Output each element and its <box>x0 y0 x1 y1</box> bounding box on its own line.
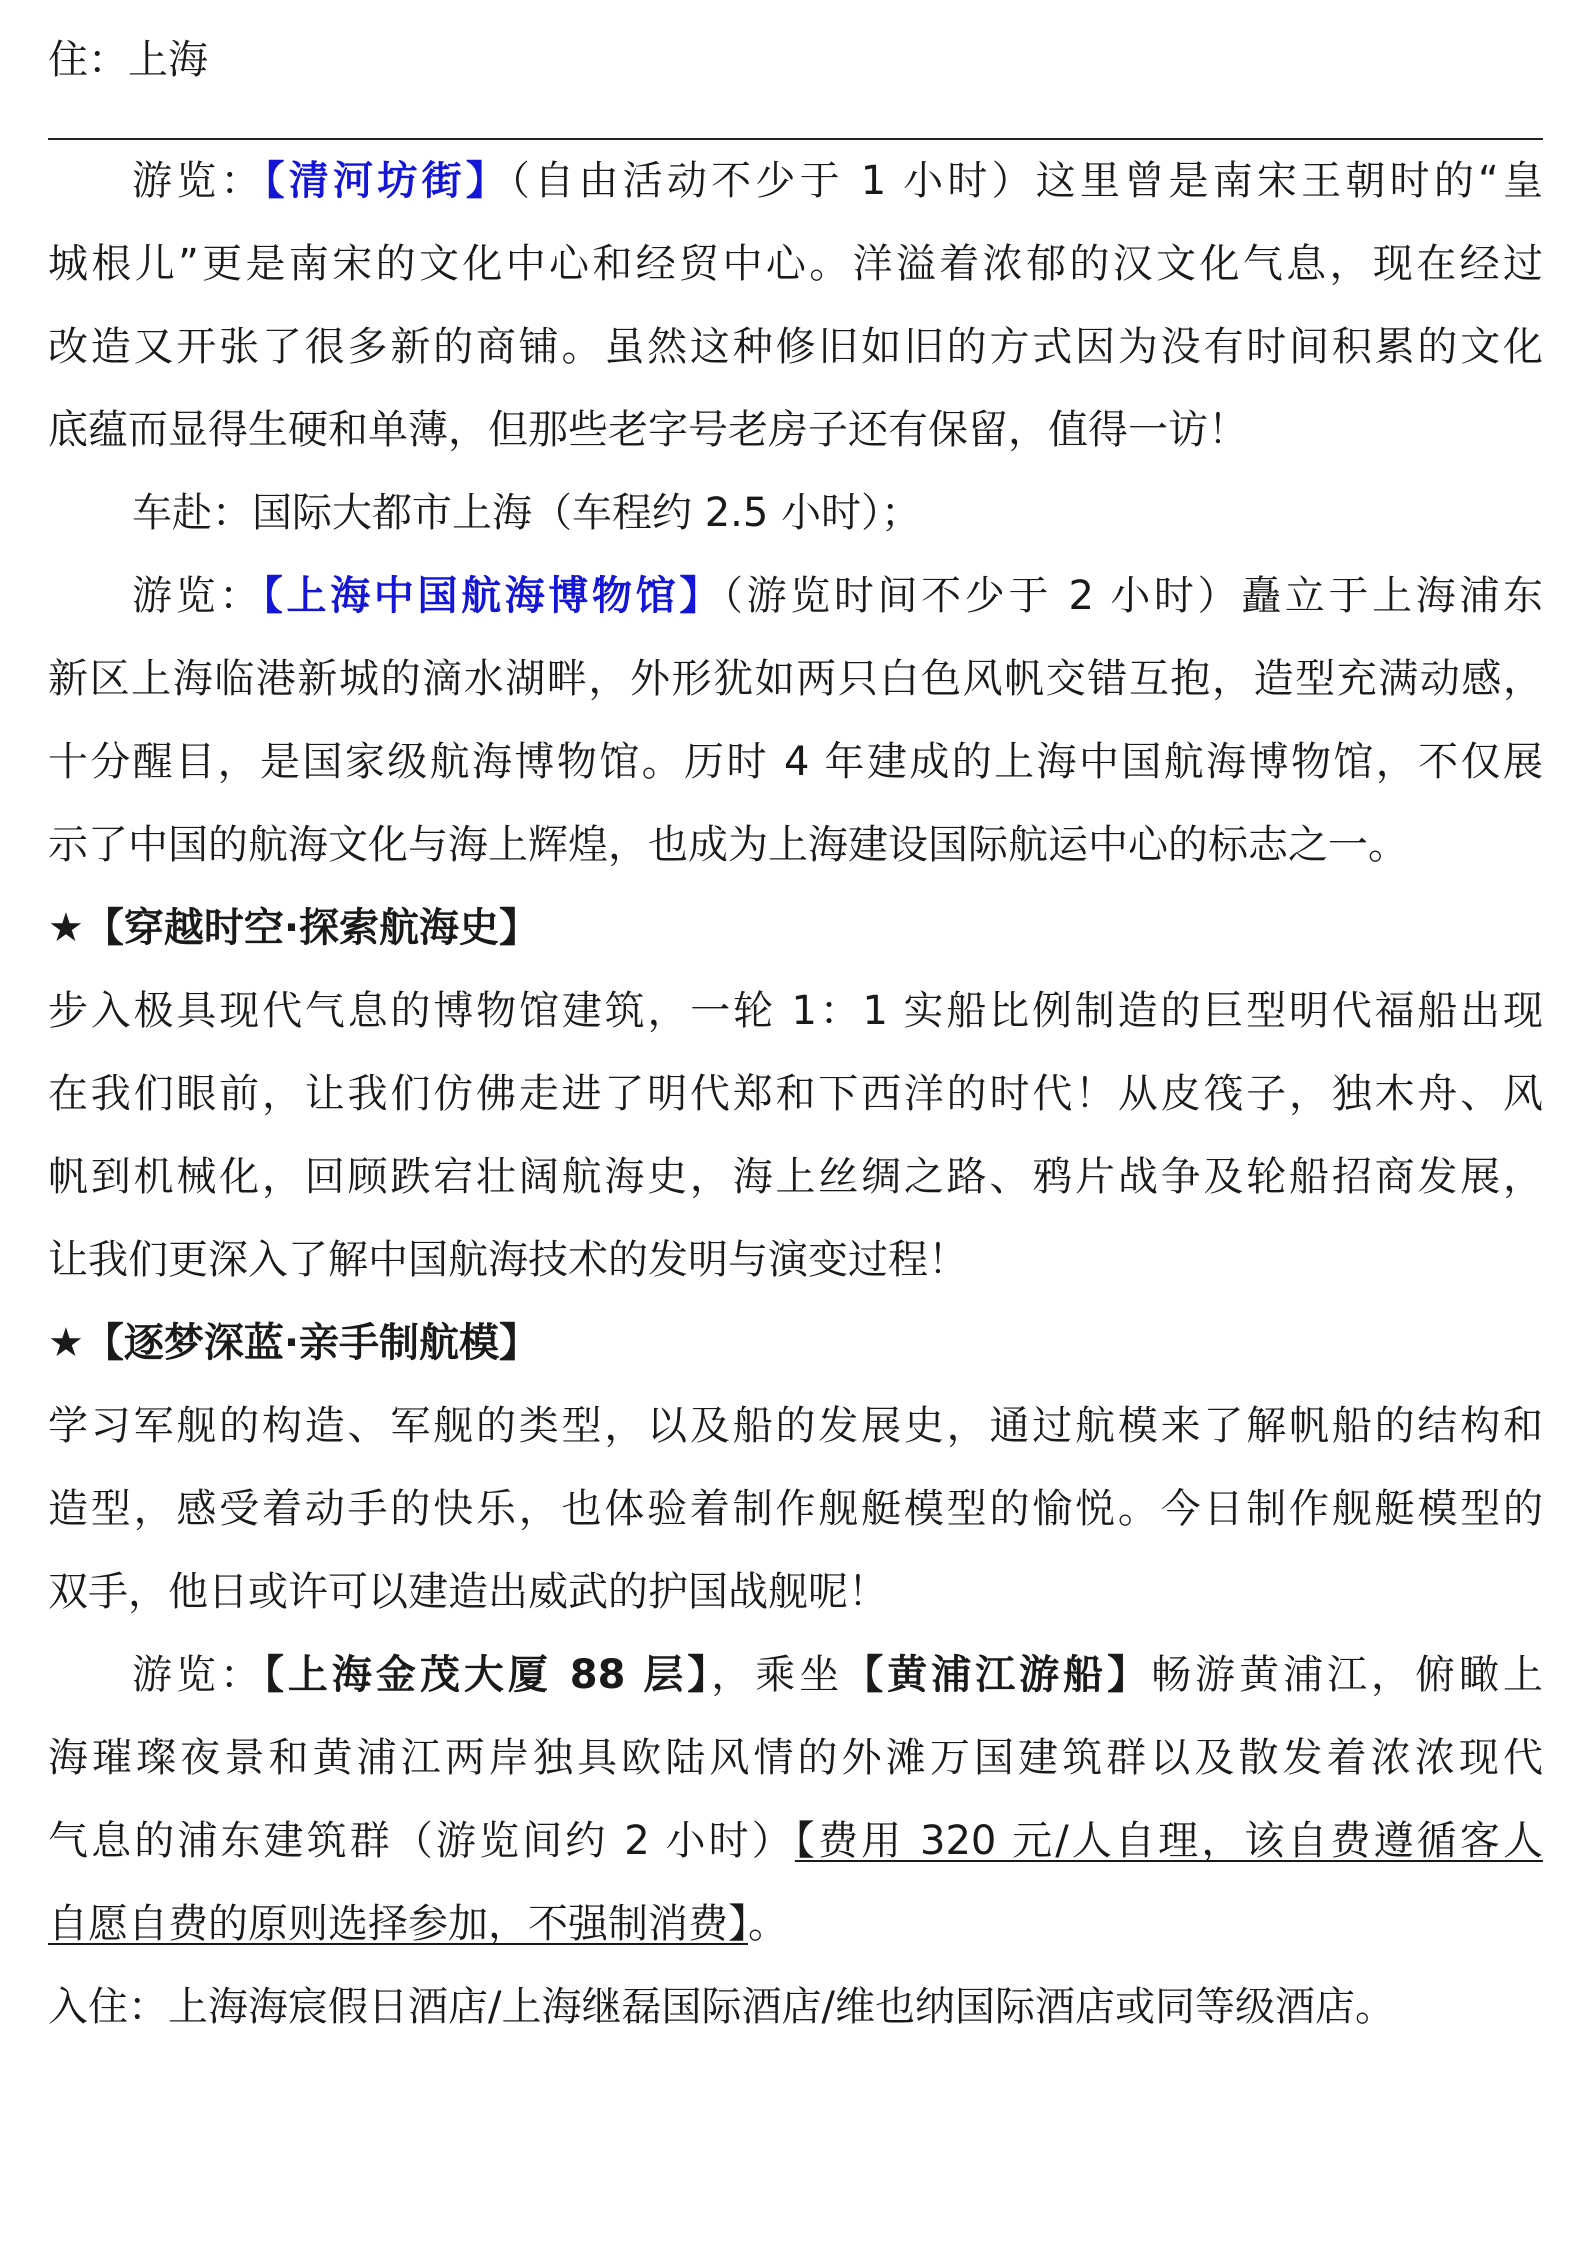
fee-note-part1: 【费用 320 元/人自理，该自费遵循客人 <box>794 1818 1543 1864</box>
qinghe-text: （自由活动不少于 1 小时）这里曾是南宋王朝时的“皇 <box>510 158 1543 204</box>
model-paragraph-line3: 双手，他日或许可以建造出威武的护国战舰呢！ <box>48 1569 888 1615</box>
boat-name: 【黄浦江游船】 <box>843 1652 1152 1698</box>
jinmao-name: 【上海金茂大厦 88 层】 <box>263 1652 712 1698</box>
museum-paragraph-line2: 新区上海临港新城的滴水湖畔，外形犹如两只白色风帆交错互抱，造型充满动感， <box>48 656 1543 702</box>
qinghe-paragraph-line4: 底蕴而显得生硬和单薄，但那些老字号老房子还有保留，值得一访！ <box>48 407 1248 453</box>
model-paragraph-line1: 学习军舰的构造、军舰的类型，以及船的发展史，通过航模来了解帆船的结构和 <box>48 1403 1543 1449</box>
tour-label: 游览： <box>132 1652 264 1698</box>
period: 。 <box>748 1901 788 1947</box>
museum-paragraph-line3: 十分醒目，是国家级航海博物馆。历时 4 年建成的上海中国航海博物馆，不仅展 <box>48 739 1543 785</box>
qinghe-name: 【清河坊街】 <box>264 158 511 204</box>
highlight-title-model: ★【逐梦深蓝·亲手制航模】 <box>48 1320 540 1366</box>
qinghe-paragraph-line2: 城根儿”更是南宋的文化中心和经贸中心。洋溢着浓郁的汉文化气息，现在经过 <box>48 241 1543 287</box>
highlight-title-history: ★【穿越时空·探索航海史】 <box>48 905 540 951</box>
museum-paragraph-line4: 示了中国的航海文化与海上辉煌，也成为上海建设国际航运中心的标志之一。 <box>48 822 1408 868</box>
jinmao-text-3: 气息的浦东建筑群（游览间约 2 小时） <box>48 1818 795 1864</box>
tour-label: 游览： <box>132 158 265 204</box>
museum-text: （游览时间不少于 2 小时）矗立于上海浦东 <box>722 573 1544 619</box>
drive-line: 车赴：国际大都市上海（车程约 2.5 小时）； <box>132 490 922 536</box>
jinmao-paragraph-line2: 海璀璨夜景和黄浦江两岸独具欧陆风情的外滩万国建筑群以及散发着浓浓现代 <box>48 1735 1543 1781</box>
sep-text: ，乘坐 <box>711 1652 844 1698</box>
museum-name: 【上海中国航海博物馆】 <box>262 573 723 619</box>
fee-note-part2: 自愿自费的原则选择参加，不强制消费】 <box>48 1901 748 1947</box>
history-paragraph-line3: 帆到机械化，回顾跌宕壮阔航海史，海上丝绸之路、鸦片战争及轮船招商发展， <box>48 1154 1543 1200</box>
history-paragraph-line4: 让我们更深入了解中国航海技术的发明与演变过程！ <box>48 1237 968 1283</box>
jinmao-paragraph-line4 <box>48 1883 1543 1966</box>
museum-paragraph-line1 <box>48 555 1543 638</box>
itinerary-page <box>48 30 1543 2049</box>
model-paragraph-line2: 造型，感受着动手的快乐，也体验着制作舰艇模型的愉悦。今日制作舰艇模型的 <box>48 1486 1543 1532</box>
history-paragraph-line2: 在我们眼前，让我们仿佛走进了明代郑和下西洋的时代！从皮筏子，独木舟、风 <box>48 1071 1543 1117</box>
jinmao-paragraph-line1 <box>48 1634 1543 1717</box>
qinghe-paragraph-line1 <box>48 140 1543 223</box>
history-paragraph-line1: 步入极具现代气息的博物馆建筑，一轮 1：1 实船比例制造的巨型明代福船出现 <box>48 988 1543 1034</box>
tour-label: 游览： <box>132 573 263 619</box>
stay-line <box>48 30 1543 90</box>
jinmao-paragraph-line3 <box>48 1800 1543 1883</box>
hotel-line: 入住：上海海宸假日酒店/上海继磊国际酒店/维也纳国际酒店或同等级酒店。 <box>48 1984 1395 2030</box>
stay-text: 住：上海 <box>48 37 208 83</box>
qinghe-paragraph-line3: 改造又开张了很多新的商铺。虽然这种修旧如旧的方式因为没有时间积累的文化 <box>48 324 1543 370</box>
jinmao-text: 畅游黄浦江，俯瞰上 <box>1151 1652 1544 1698</box>
